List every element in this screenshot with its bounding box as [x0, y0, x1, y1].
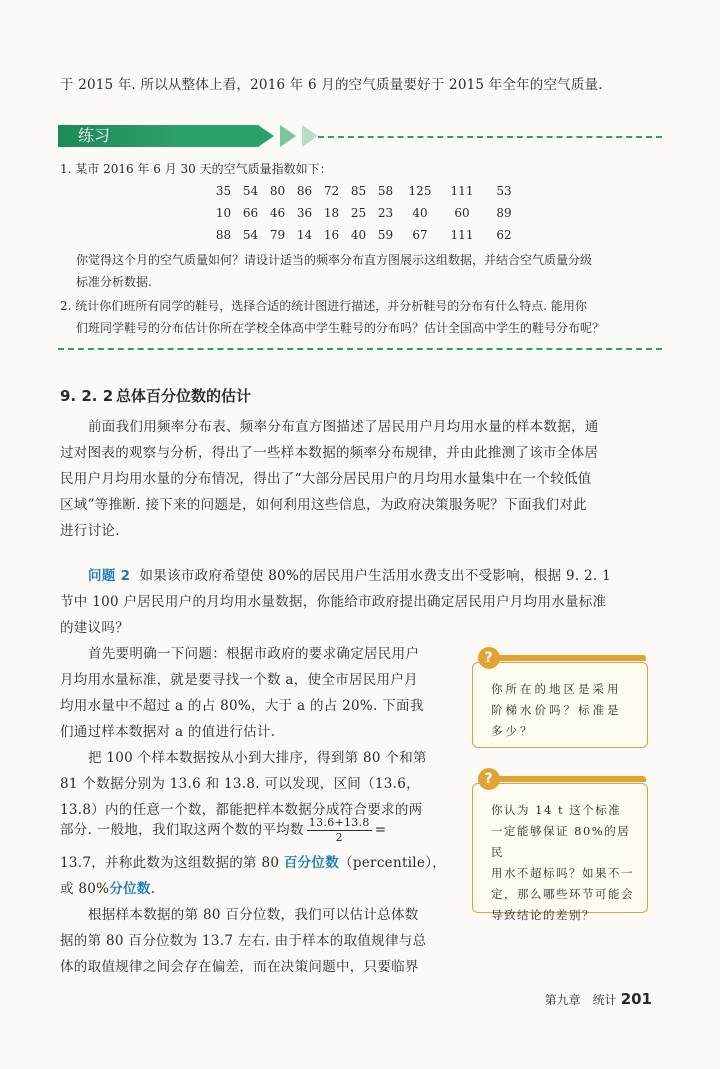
table-cell: 62 — [496, 228, 512, 242]
aqi-data-table — [210, 180, 525, 246]
quantile-line-tail: . — [150, 881, 156, 897]
table-cell: 40 — [412, 206, 428, 220]
table-cell: 40 — [350, 228, 367, 242]
quantile-term: 分位数 — [109, 881, 151, 897]
table-cell: 66 — [242, 206, 259, 220]
table-cell: 14 — [296, 228, 313, 242]
question-mark-icon: ? — [478, 647, 500, 669]
body-line: 把 100 个样本数据按从小到大排序，得到第 80 个和第 — [88, 750, 427, 766]
table-cell: 10 — [215, 206, 232, 220]
closing-line: 体的取值规律之间会存在偏差，而在决策问题中，只要临界 — [60, 959, 419, 975]
table-cell: 16 — [323, 228, 340, 242]
page-number: 201 — [620, 990, 652, 1008]
body-line: 首先要明确一下问题：根据市政府的要求确定居民用户 — [88, 646, 420, 662]
intro-line: 进行讨论. — [60, 523, 120, 539]
table-row — [210, 224, 525, 246]
table-cell: 125 — [408, 184, 432, 198]
body-line: 月均用水量标准，就是要寻找一个数 a，使全市居民用户月 — [60, 672, 418, 688]
percentile-line-tail: （percentile）， — [339, 855, 447, 871]
percentile-line — [60, 850, 446, 876]
side-question-box — [472, 650, 648, 748]
table-row — [210, 180, 525, 202]
table-cell: 89 — [496, 206, 512, 220]
table-cell: 25 — [350, 206, 367, 220]
fraction-denominator: 2 — [335, 831, 343, 844]
intro-line: 前面我们用频率分布表、频率分布直方图描述了居民用户月均用水量的样本数据，通 — [88, 419, 599, 435]
table-cell: 54 — [242, 184, 259, 198]
intro-line: 区域”等推断. 接下来的问题是，如何利用这些信息，为政府决策服务呢？下面我们对此 — [60, 497, 587, 513]
table-cell: 80 — [269, 184, 286, 198]
exercise-q2: 2. 统计你们班所有同学的鞋号，选择合适的统计图进行描述，并分析鞋号的分布有什么特点. 能用你 — [60, 299, 587, 313]
exercise-q2: 们班同学鞋号的分布估计你所在学校全体高中学生鞋号的分布吗？估计全国高中学生的鞋号分布呢？ — [76, 321, 605, 335]
table-cell: 60 — [454, 206, 470, 220]
table-cell: 18 — [323, 206, 340, 220]
arrow-decoration-icon — [258, 125, 274, 147]
exercise-q1-intro: 1. 某市 2016 年 6 月 30 天的空气质量指数如下： — [60, 162, 332, 176]
closing-line: 根据样本数据的第 80 百分位数，我们可以估计总体数 — [88, 907, 419, 923]
fraction-line-text: 部分. 一般地，我们取这两个数的平均数 — [60, 822, 304, 838]
intro-line: 民用户月均用水量的分布情况，得出了“大部分居民用户的月均用水量集中在一个较低值 — [60, 471, 592, 487]
quantile-line-text: 或 80% — [60, 881, 110, 897]
chapter-label: 第九章 统计 — [544, 993, 617, 1007]
table-cell: 53 — [496, 184, 512, 198]
table-cell: 46 — [269, 206, 286, 220]
section-title: 总体百分位数的估计 — [116, 387, 252, 405]
section-number: 9. 2. 2 — [60, 387, 114, 405]
percentile-term: 百分位数 — [283, 855, 340, 871]
question-mark-icon: ? — [478, 768, 500, 790]
closing-line: 据的第 80 百分位数为 13.7 左右. 由于样本的取值规律与总 — [60, 933, 427, 949]
table-cell: 72 — [323, 184, 340, 198]
exercise-q1-follow: 标准分析数据. — [76, 275, 152, 289]
table-cell: 79 — [269, 228, 286, 242]
average-fraction — [307, 816, 372, 845]
exercise-bottom-divider — [58, 348, 662, 350]
arrow-decoration-icon — [280, 125, 296, 147]
exercise-q1-follow: 你觉得这个月的空气质量如何？请设计适当的频率分布直方图展示这组数据，并结合空气质量分级 — [76, 253, 593, 267]
table-cell: 36 — [296, 206, 313, 220]
body-line: 均用水量中不超过 a 的占 80%，大于 a 的占 20%. 下面我 — [60, 698, 424, 714]
exercise-top-divider — [318, 136, 662, 138]
table-cell: 35 — [215, 184, 232, 198]
problem-line: 的建议吗？ — [60, 620, 129, 636]
continuation-line: 于 2015 年. 所以从整体上看，2016 年 6 月的空气质量要好于 2015 年全年的空气质量. — [60, 77, 603, 93]
intro-line: 过对图表的观察与分析，得出了一些样本数据的频率分布规律，并由此推测了该市全体居 — [60, 445, 599, 461]
problem-text: 如果该市政府希望使 80%的居民用户生活用水费支出不受影响，根据 9. 2. 1 — [139, 568, 612, 584]
percentile-line-text: 13.7，并称此数为这组数据的第 80 — [60, 855, 284, 871]
table-cell: 85 — [350, 184, 367, 198]
table-cell: 54 — [242, 228, 259, 242]
problem-line — [88, 563, 611, 589]
body-line: 81 个数据分别为 13.6 和 13.8. 可以发现，区间（13.6， — [60, 776, 420, 792]
body-line: 13.8）内的任意一个数，都能把样本数据分成符合要求的两 — [60, 802, 423, 818]
side-question-box — [472, 771, 648, 922]
body-line: 们通过样本数据对 a 的值进行估计. — [60, 724, 276, 740]
fraction-numerator: 13.6+13.8 — [308, 816, 370, 829]
quantile-line — [60, 876, 155, 902]
arrow-decoration-icon — [302, 125, 318, 147]
table-cell: 86 — [296, 184, 313, 198]
table-cell: 23 — [377, 206, 394, 220]
side-question-text: 你认为 14 t 这个标准 一定能够保证 80%的居民 用水不超标吗？如果不一 定，那么哪些环节可能会 导致结论的差别？ — [491, 803, 634, 922]
side-question-text: 你所在的地区是采用 阶梯水价吗？标准是 多少？ — [491, 682, 622, 738]
equals-sign: = — [374, 822, 387, 838]
table-cell: 59 — [377, 228, 394, 242]
table-cell: 111 — [450, 184, 474, 198]
fraction-line — [60, 816, 386, 845]
page-footer — [545, 990, 652, 1008]
problem-line: 节中 100 户居民用户的月均用水量数据，你能给市政府提出确定居民用户月均用水量标准 — [60, 594, 607, 610]
table-cell: 67 — [412, 228, 428, 242]
table-cell: 111 — [450, 228, 474, 242]
table-cell: 88 — [215, 228, 232, 242]
exercise-title: 练习 — [78, 126, 111, 145]
table-row — [210, 202, 525, 224]
problem-label: 问题 2 — [88, 568, 131, 584]
section-heading — [60, 385, 251, 406]
table-cell: 58 — [377, 184, 394, 198]
